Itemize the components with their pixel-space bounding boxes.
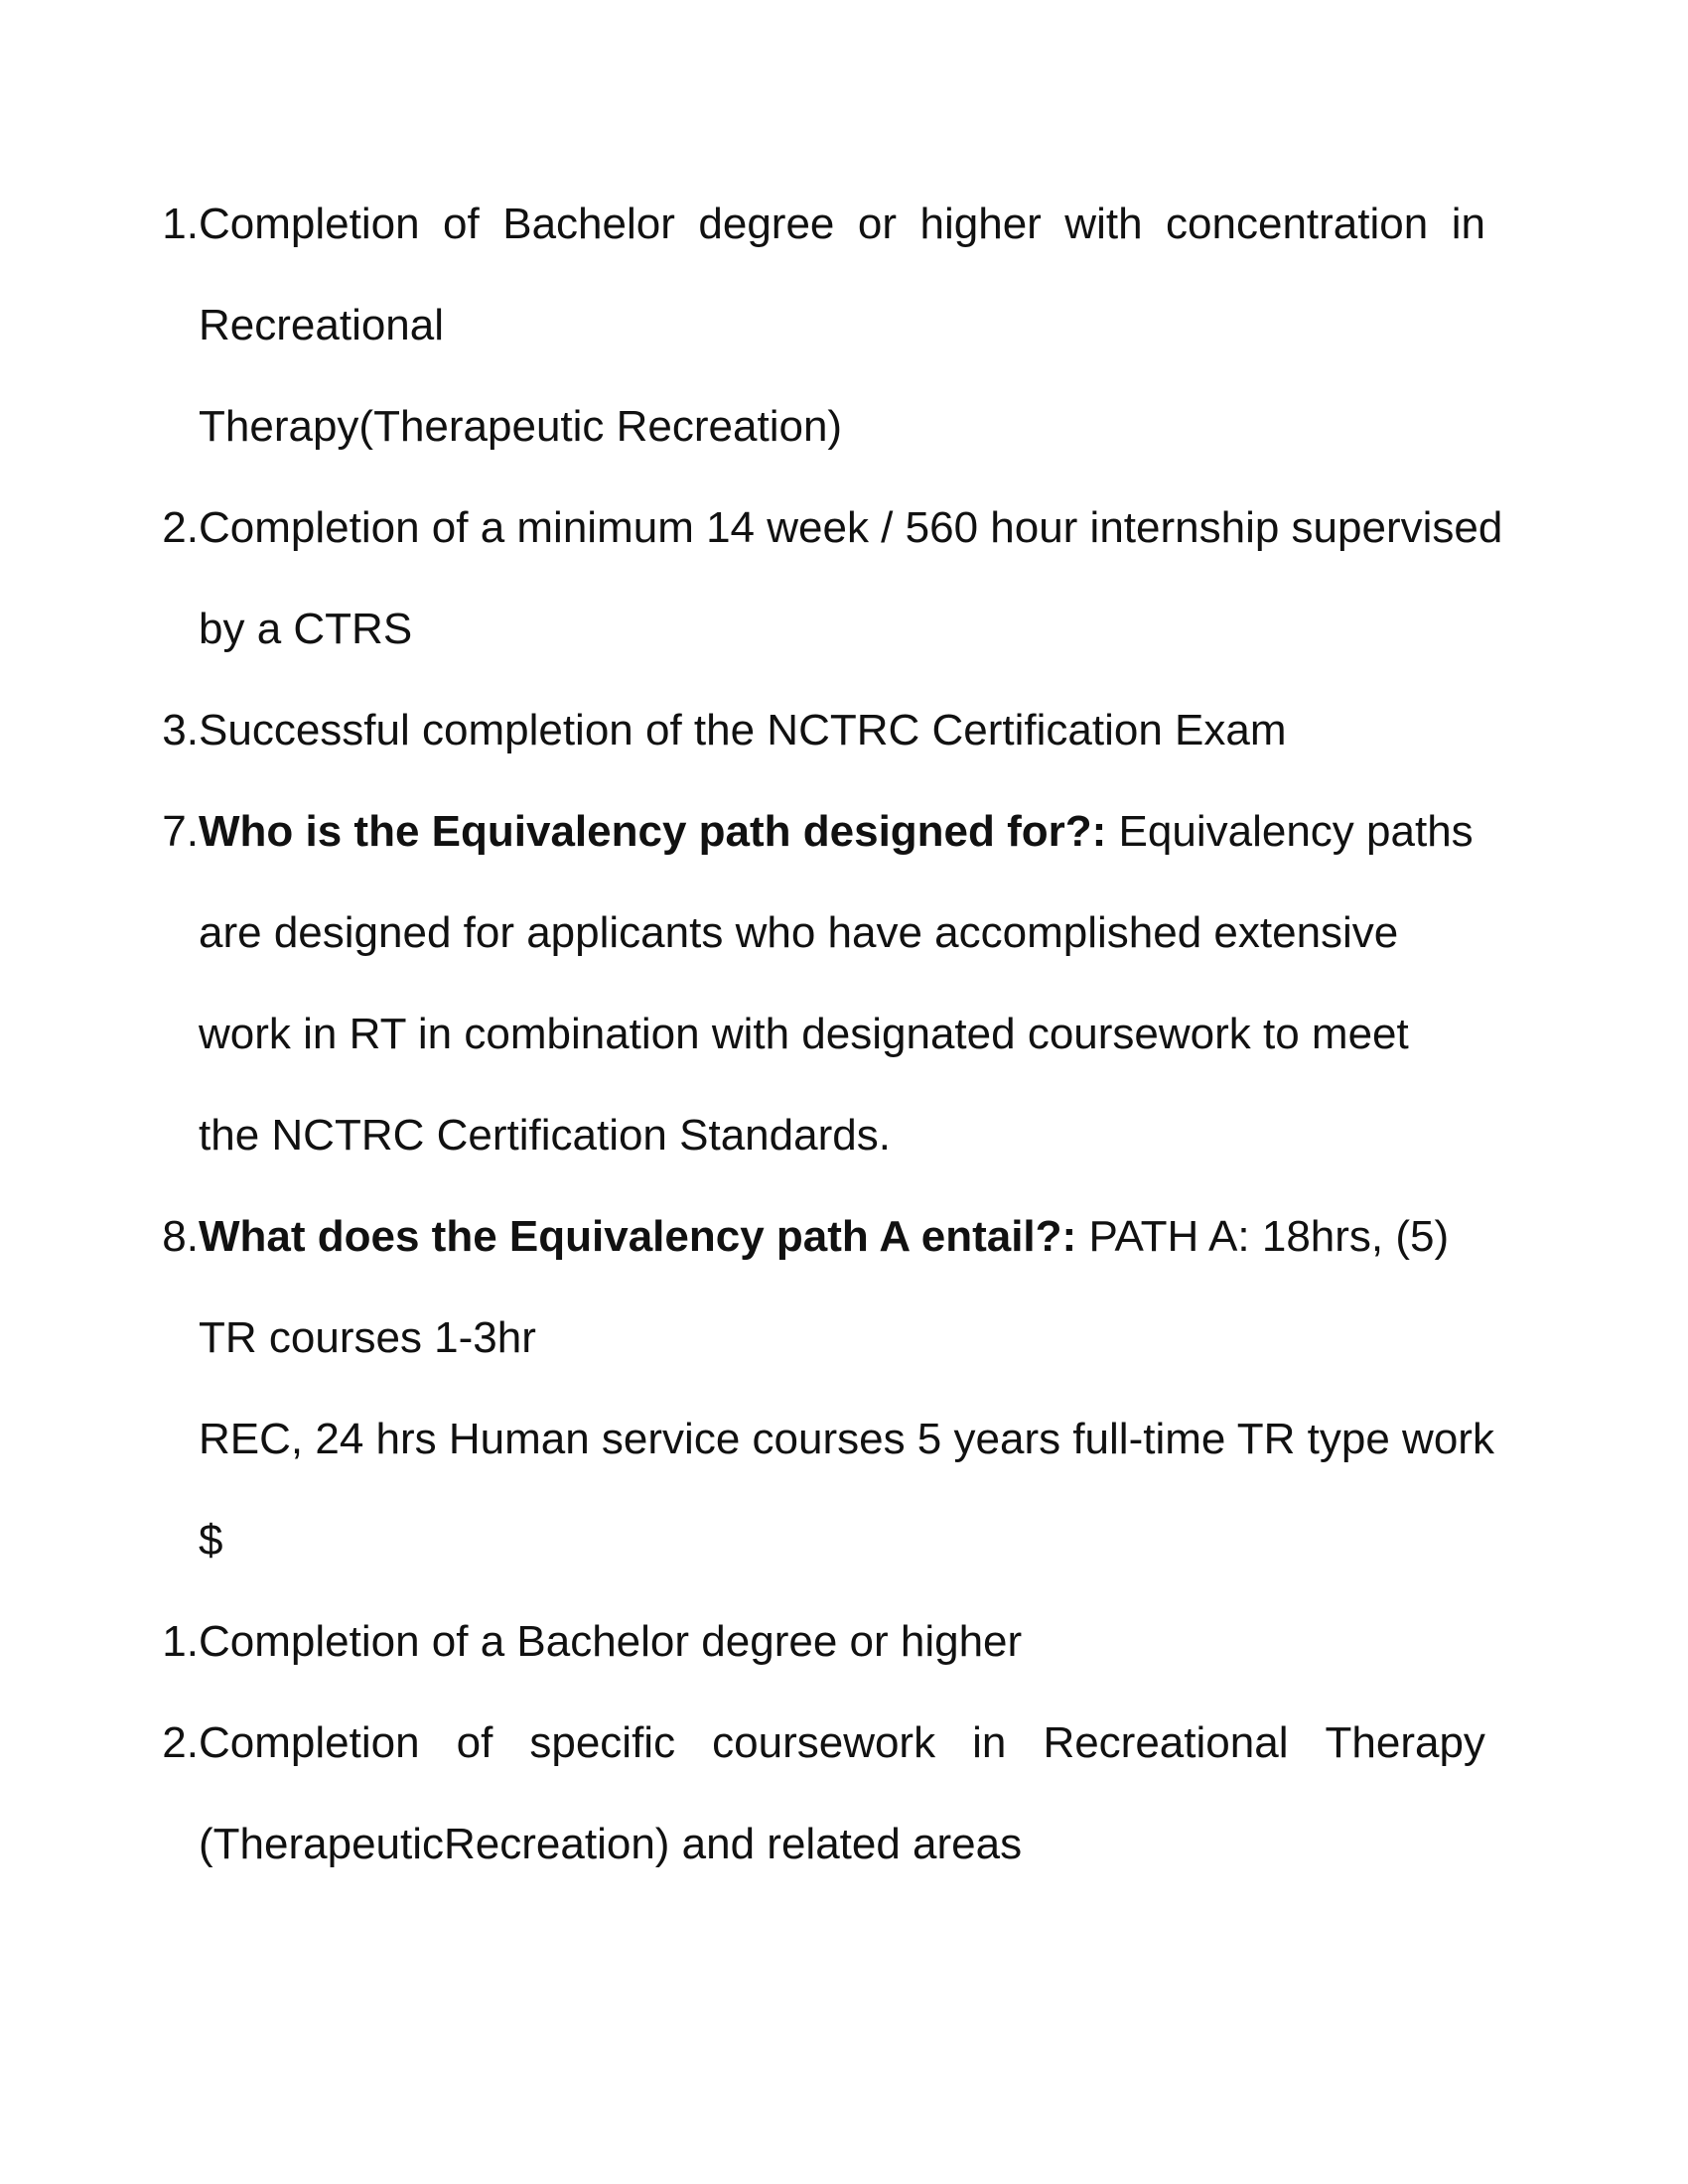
text-line: TR courses 1-3hr — [199, 1313, 536, 1362]
text-line: Successful completion of the NCTRC Certification Exam — [199, 706, 1287, 754]
list-number: 2. — [162, 503, 199, 552]
text-line: REC, 24 hrs Human service courses 5 years full-time TR type work — [199, 1415, 1494, 1463]
list-number: 7. — [162, 807, 199, 856]
question-line — [199, 1186, 1485, 1288]
list-number: 2. — [162, 1718, 199, 1767]
list-item — [147, 680, 1485, 781]
list-item — [147, 781, 1485, 1186]
list-item — [147, 1591, 1485, 1693]
list-number: 1. — [162, 200, 199, 248]
list-number: 1. — [162, 1617, 199, 1666]
justified-line: Completion of specific coursework in Recreational Therapy — [199, 1718, 1485, 1767]
list-number: 8. — [162, 1212, 199, 1261]
justified-line: Completion of Bachelor degree or higher with concentration in — [199, 200, 1485, 248]
text-line: the NCTRC Certification Standards. — [199, 1111, 891, 1160]
list-item — [147, 1693, 1485, 1895]
list-number: 3. — [162, 706, 199, 754]
question-text: What does the Equivalency path A entail?: — [199, 1212, 1077, 1261]
text-line: Completion of a Bachelor degree or higher — [199, 1617, 1023, 1666]
question-text: Who is the Equivalency path designed for?: — [199, 807, 1107, 856]
answer-text: PATH A: 18hrs, (5) — [1088, 1212, 1450, 1261]
text-line: (TherapeuticRecreation) and related areas — [199, 1820, 1023, 1868]
text-line: Therapy(Therapeutic Recreation) — [199, 402, 843, 451]
text-line: by a CTRS — [199, 605, 413, 653]
text-line: Recreational — [199, 301, 445, 349]
answer-text: Equivalency paths — [1118, 807, 1474, 856]
text-line: $ — [199, 1516, 223, 1565]
text-line: are designed for applicants who have accomplished extensive — [199, 908, 1399, 957]
list-item — [147, 174, 1485, 478]
list-item — [147, 1186, 1494, 1591]
list-item — [147, 478, 1503, 680]
text-line: work in RT in combination with designated coursework to meet — [199, 1010, 1409, 1058]
question-line — [199, 781, 1485, 883]
text-line: Completion of a minimum 14 week / 560 hour internship supervised — [199, 503, 1503, 552]
